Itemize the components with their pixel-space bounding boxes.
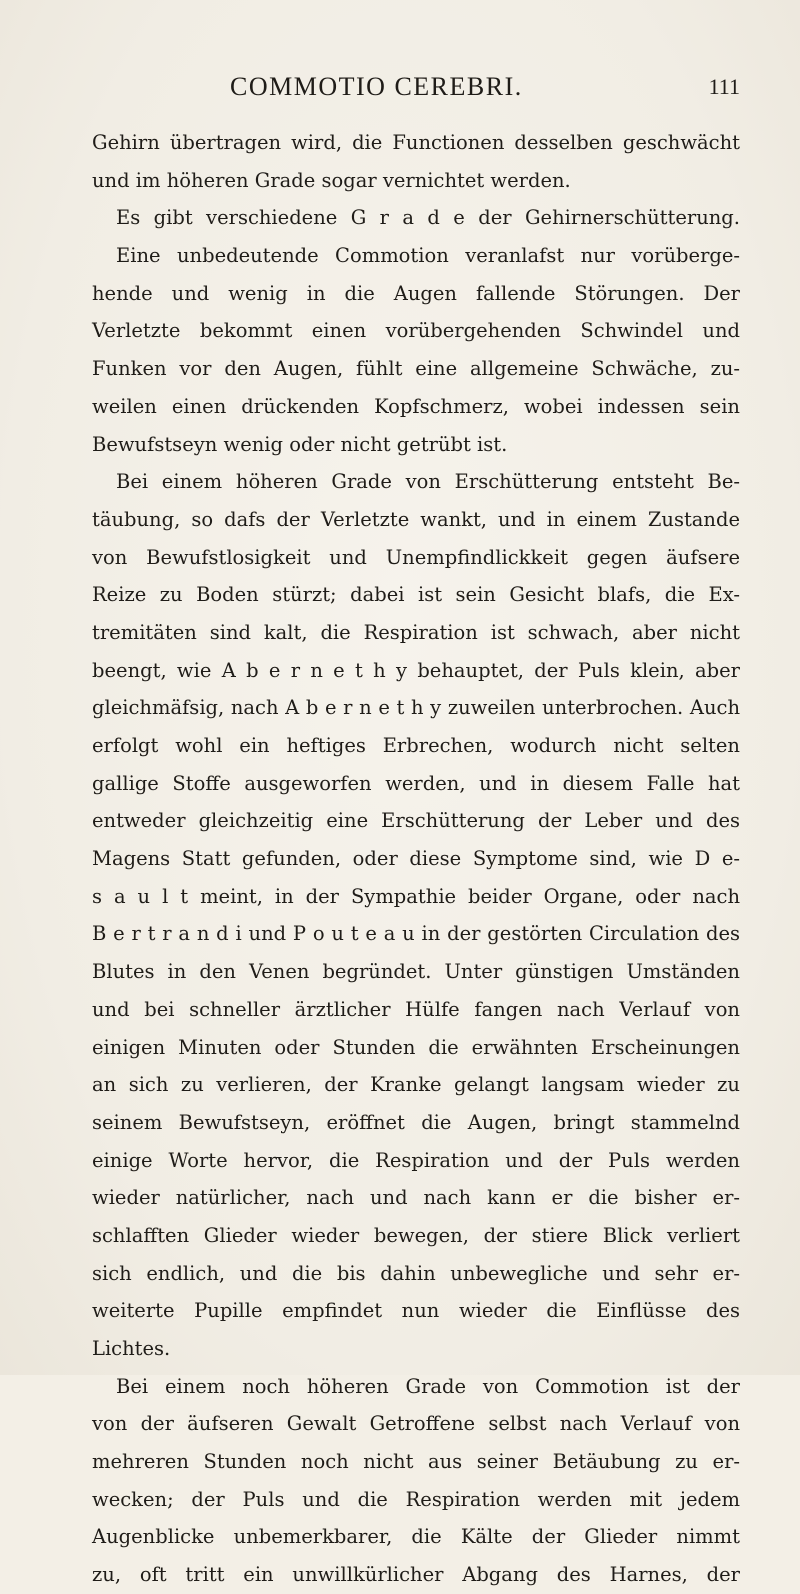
text-line: entweder gleichzeitig eine Erschütterung der Leber und des (92, 809, 740, 833)
text-line: und im höheren Grade sogar vernichtet werden. (92, 168, 571, 192)
text-line: Funken vor den Augen, fühlt eine allgemeine Schwäche, zu- (92, 357, 740, 381)
text-line: Bei einem noch höheren Grade von Commotion ist der (116, 1374, 740, 1398)
text-line: mehreren Stunden noch nicht aus seiner Betäubung zu er- (92, 1450, 740, 1474)
text-line: wieder natürlicher, nach und nach kann er die bisher er- (92, 1186, 740, 1210)
text-line: schlafften Glieder wieder bewegen, der stiere Blick verliert (92, 1223, 740, 1247)
text-line: Bei einem höheren Grade von Erschütterung entsteht Be- (116, 470, 740, 494)
text-line: sich endlich, und die bis dahin unbewegliche und sehr er- (92, 1261, 740, 1285)
text-line: weilen einen drückenden Kopfschmerz, wobei indessen sein (92, 394, 740, 418)
text-line: weiterte Pupille empfindet nun wieder die Einflüsse des (92, 1299, 740, 1323)
text-line: wecken; der Puls und die Respiration werden mit jedem (92, 1487, 740, 1511)
text-line: einigen Minuten oder Stunden die erwähnten Erscheinungen (92, 1035, 740, 1059)
text-line: B e r t r a n d i und P o u t e a u in der gestörten Circulation des (92, 922, 740, 946)
text-line: Blutes in den Venen begründet. Unter günstigen Umständen (92, 960, 740, 984)
body-text (92, 124, 740, 1594)
text-line: gleichmäfsig, nach A b e r n e t h y zuweilen unterbrochen. Auch (92, 696, 740, 720)
text-line: Reize zu Boden stürzt; dabei ist sein Gesicht blafs, die Ex- (92, 583, 740, 607)
text-line: und bei schneller ärztlicher Hülfe fangen nach Verlauf von (92, 997, 740, 1021)
text-line: an sich zu verlieren, der Kranke gelangt langsam wieder zu (92, 1073, 740, 1097)
text-line: Lichtes. (92, 1337, 171, 1360)
text-line: hende und wenig in die Augen fallende Störungen. Der (92, 281, 740, 305)
text-line: zu, oft tritt ein unwillkürlicher Abgang des Harnes, der (92, 1563, 740, 1587)
text-line: Eine unbedeutende Commotion veranlafst nur vorüberge- (116, 244, 740, 268)
text-line: gallige Stoffe ausgeworfen werden, und in diesem Falle hat (92, 771, 740, 795)
text-line: von Bewufstlosigkeit und Unempfindlickkeit gegen äufsere (92, 545, 740, 569)
text-line: Bewufstseyn wenig oder nicht getrübt ist. (92, 432, 508, 456)
text-line: tremitäten sind kalt, die Respiration ist schwach, aber nicht (92, 620, 740, 644)
text-line: Gehirn übertragen wird, die Functionen desselben geschwächt (92, 131, 740, 154)
running-title: COMMOTIO CEREBRI. (230, 72, 523, 101)
text-line: Es gibt verschiedene G r a d e der Gehirnerschütterung. (116, 206, 740, 230)
text-line: s a u l t meint, in der Sympathie beider Organe, oder nach (92, 884, 740, 908)
running-head (90, 72, 740, 112)
text-line: Verletzte bekommt einen vorübergehenden Schwindel und (92, 319, 740, 343)
text-line: seinem Bewufstseyn, eröffnet die Augen, bringt stammelnd (92, 1110, 740, 1134)
text-line: von der äufseren Gewalt Getroffene selbst nach Verlauf von (92, 1412, 740, 1436)
text-line: Augenblicke unbemerkbarer, die Kälte der Glieder nimmt (92, 1525, 740, 1549)
text-line: beengt, wie A b e r n e t h y behauptet, der Puls klein, aber (92, 658, 740, 682)
text-line: täubung, so dafs der Verletzte wankt, und in einem Zustande (92, 507, 740, 531)
text-line: erfolgt wohl ein heftiges Erbrechen, wodurch nicht selten (92, 734, 740, 757)
text-line: einige Worte hervor, die Respiration und der Puls werden (92, 1148, 740, 1172)
page-number: 111 (708, 74, 740, 99)
text-line: Magens Statt gefunden, oder diese Symptome sind, wie D e- (92, 847, 740, 871)
